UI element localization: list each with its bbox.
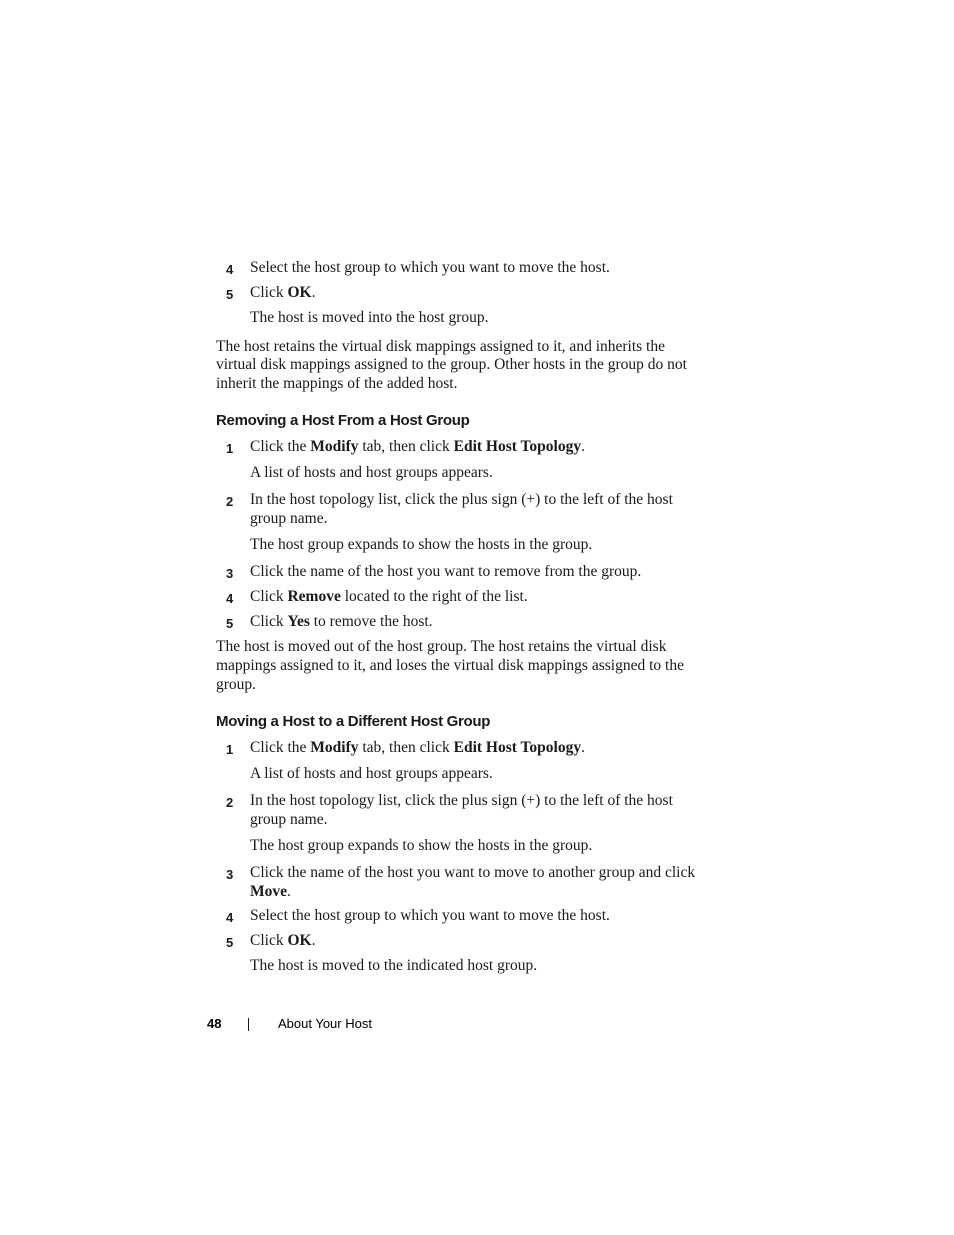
step-number: 5 bbox=[226, 616, 234, 631]
section-heading: Removing a Host From a Host Group bbox=[216, 412, 470, 429]
step-note: A list of hosts and host groups appears. bbox=[250, 464, 493, 481]
step-number: 5 bbox=[226, 287, 234, 302]
step-number: 3 bbox=[226, 566, 234, 581]
step-number: 3 bbox=[226, 867, 234, 882]
step-number: 2 bbox=[226, 494, 234, 509]
step-text: Click the Modify tab, then click Edit Host Topology. bbox=[250, 438, 585, 455]
step-text: Move. bbox=[250, 883, 291, 900]
section-heading: Moving a Host to a Different Host Group bbox=[216, 713, 491, 730]
step-number: 4 bbox=[226, 910, 234, 925]
step-text: Click Remove located to the right of the list. bbox=[250, 588, 528, 605]
step-note: The host is moved to the indicated host group. bbox=[250, 957, 538, 974]
step-number: 4 bbox=[226, 591, 234, 606]
step-note: A list of hosts and host groups appears. bbox=[250, 765, 493, 782]
step-text: group name. bbox=[250, 811, 328, 828]
step-text: Select the host group to which you want to move the host. bbox=[250, 259, 610, 276]
paragraph-line: The host is moved out of the host group. The host retains the virtual disk bbox=[216, 638, 667, 655]
step-text: Select the host group to which you want to move the host. bbox=[250, 907, 610, 924]
step-text: Click OK. bbox=[250, 284, 316, 301]
step-text: Click OK. bbox=[250, 932, 316, 949]
step-number: 1 bbox=[226, 441, 234, 456]
paragraph-line: The host retains the virtual disk mappings assigned to it, and inherits the bbox=[216, 338, 665, 355]
step-text: Click the Modify tab, then click Edit Host Topology. bbox=[250, 739, 585, 756]
step-number: 2 bbox=[226, 795, 234, 810]
step-note: The host group expands to show the hosts in the group. bbox=[250, 837, 593, 854]
paragraph-line: virtual disk mappings assigned to the group. Other hosts in the group do not bbox=[216, 356, 687, 373]
step-text: group name. bbox=[250, 510, 328, 527]
step-number: 1 bbox=[226, 742, 234, 757]
step-text: In the host topology list, click the plus sign (+) to the left of the host bbox=[250, 491, 673, 508]
paragraph-line: inherit the mappings of the added host. bbox=[216, 375, 458, 392]
footer-section-title: About Your Host bbox=[278, 1016, 372, 1031]
step-text: Click the name of the host you want to remove from the group. bbox=[250, 563, 642, 580]
step-text: Click Yes to remove the host. bbox=[250, 613, 433, 630]
step-note: The host group expands to show the hosts in the group. bbox=[250, 536, 593, 553]
page-number: 48 bbox=[207, 1016, 222, 1031]
step-note: The host is moved into the host group. bbox=[250, 309, 489, 326]
footer-separator bbox=[248, 1018, 249, 1031]
step-text: In the host topology list, click the plus sign (+) to the left of the host bbox=[250, 792, 673, 809]
step-text: Click the name of the host you want to move to another group and click bbox=[250, 864, 696, 881]
paragraph-line: mappings assigned to it, and loses the virtual disk mappings assigned to the bbox=[216, 657, 684, 674]
step-number: 5 bbox=[226, 935, 234, 950]
paragraph-line: group. bbox=[216, 676, 257, 693]
step-number: 4 bbox=[226, 262, 234, 277]
